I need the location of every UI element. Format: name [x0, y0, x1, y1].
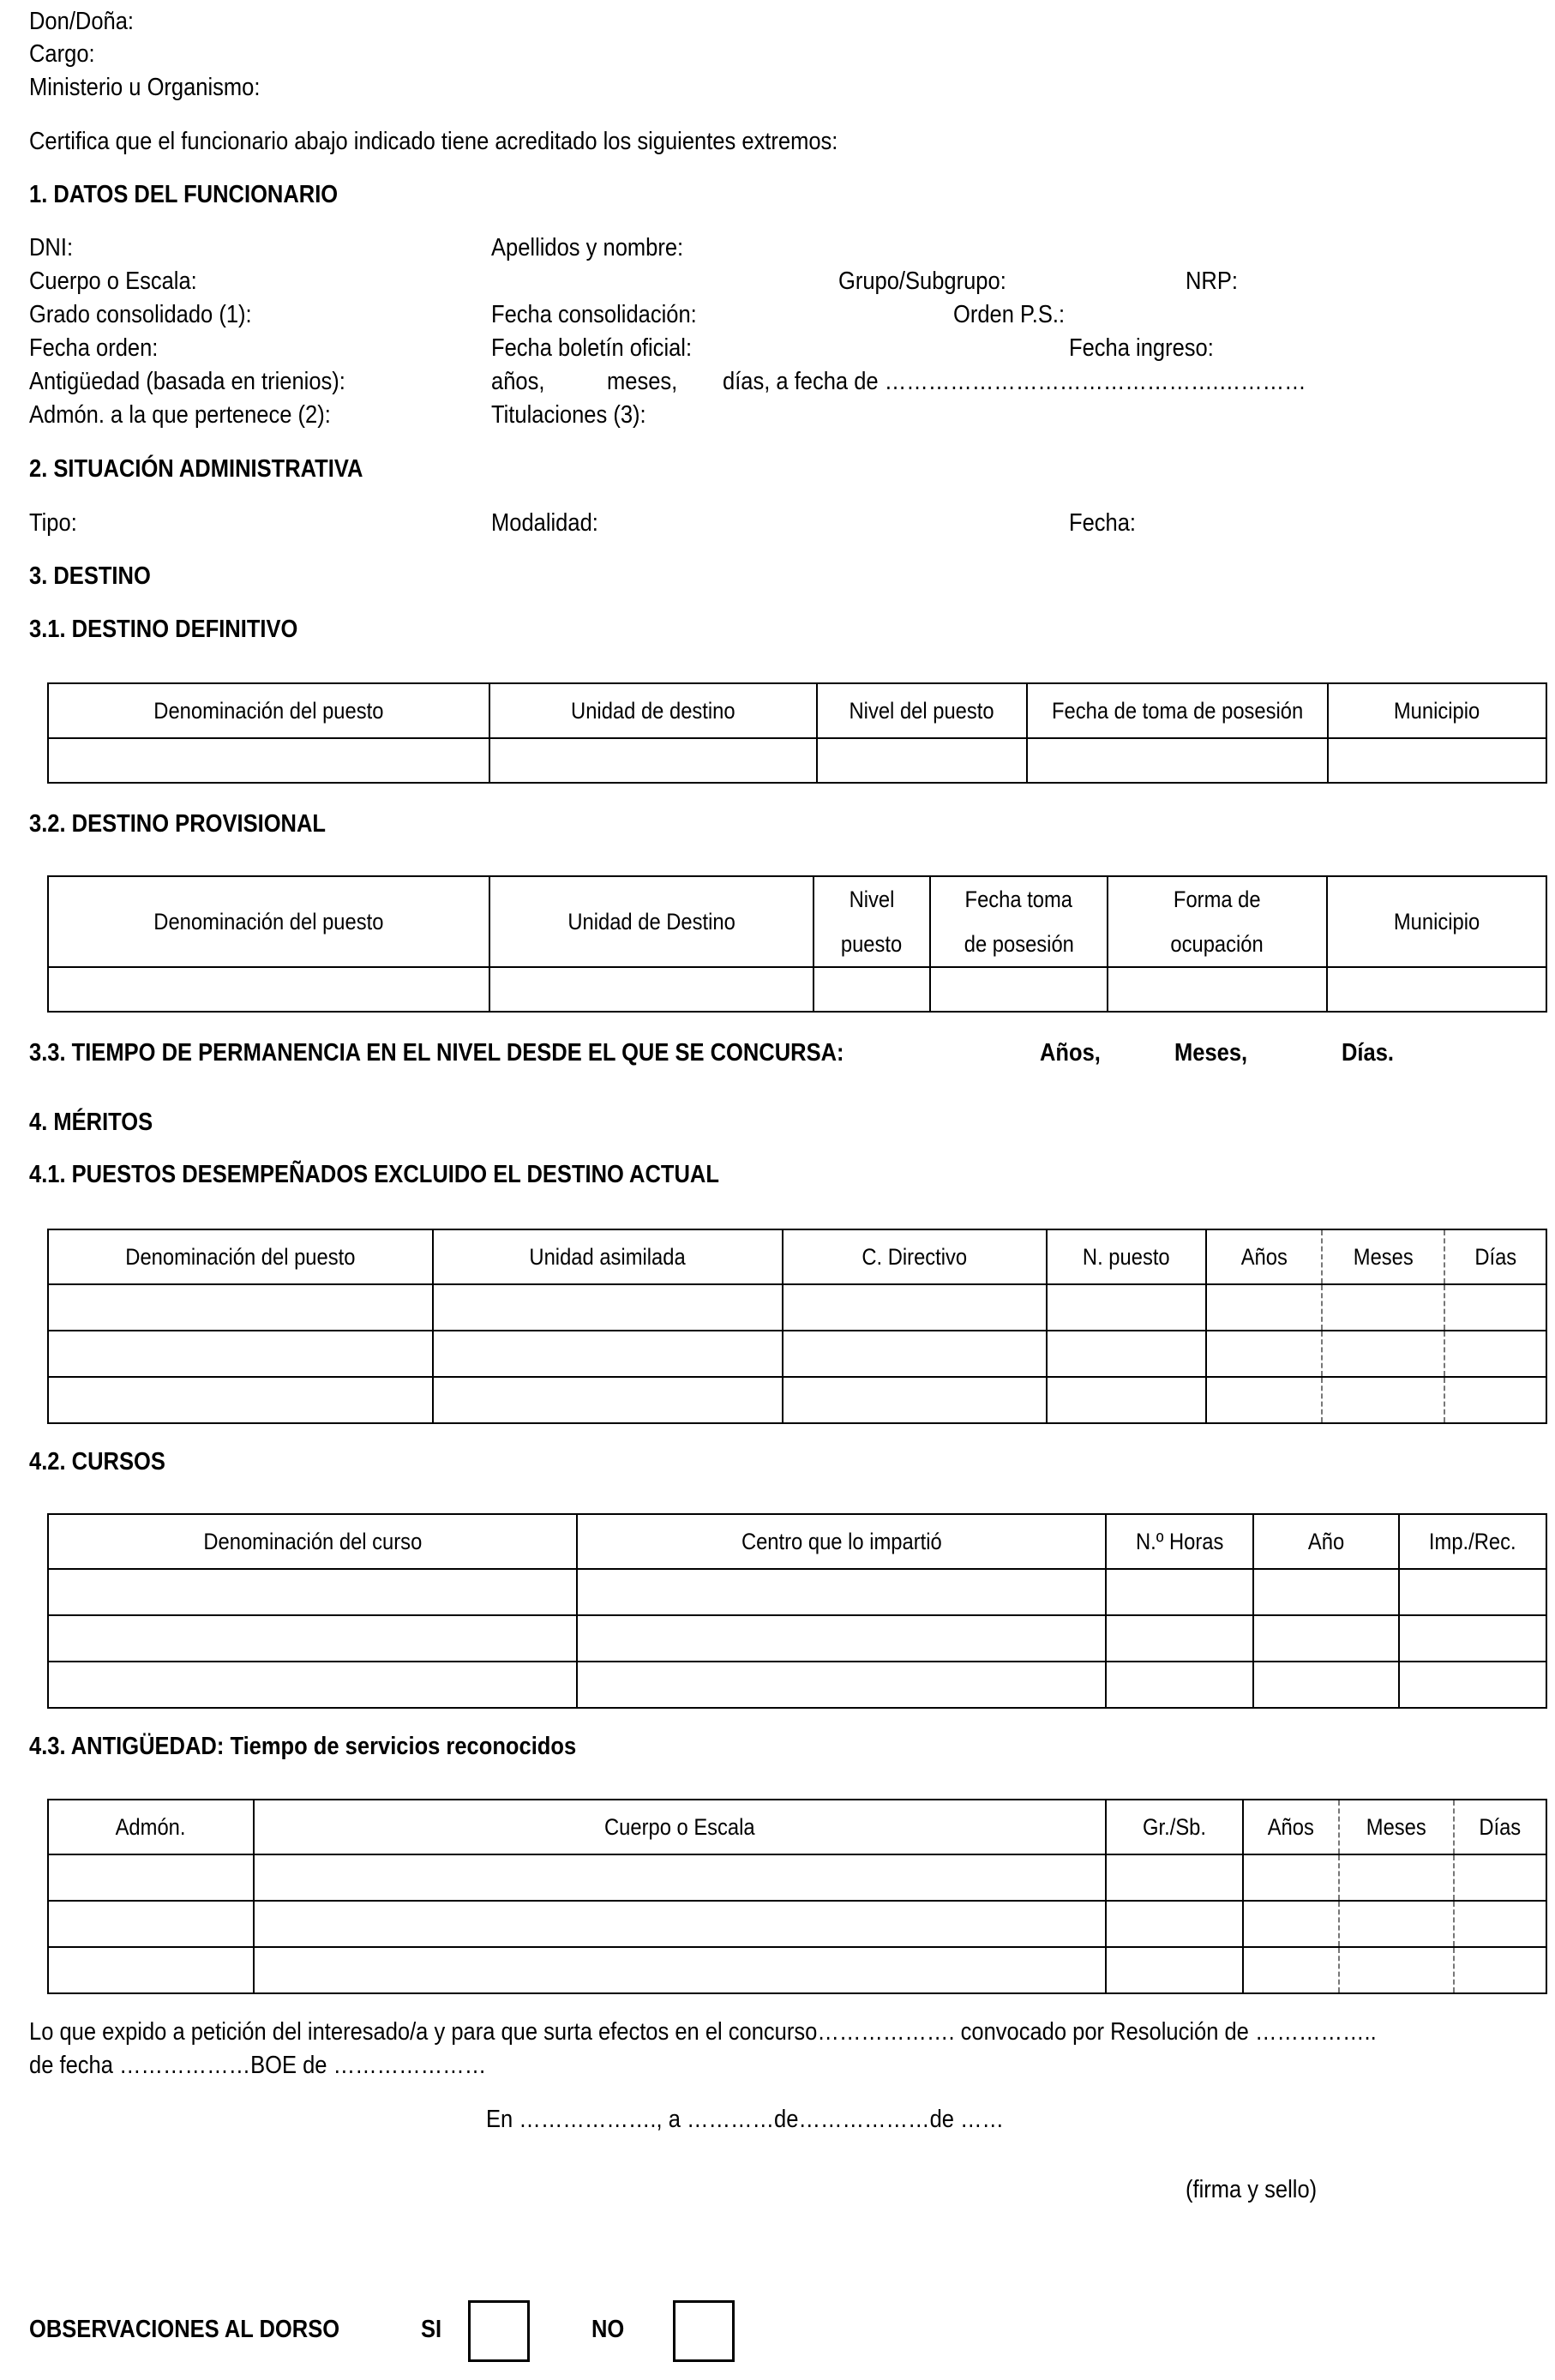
table-header-row — [48, 876, 1546, 967]
cuerpo-label: Cuerpo o Escala: — [29, 267, 197, 295]
table-row — [48, 1615, 1546, 1662]
table-row — [48, 1947, 1546, 1993]
table-cell[interactable] — [254, 1854, 1106, 1901]
expido-text: Lo que expido a petición del interesado/a y para que surta efectos en el concurso………………. convocado por Resolución de …………….. — [29, 2018, 1377, 2046]
grado-label: Grado consolidado (1): — [29, 301, 252, 328]
table-cell[interactable] — [1106, 1569, 1253, 1615]
fecha-label: Fecha: — [1069, 509, 1137, 537]
table-cell[interactable] — [783, 1284, 1047, 1331]
tipo-label: Tipo: — [29, 509, 77, 537]
table-cell[interactable] — [577, 1615, 1106, 1662]
table-cell[interactable] — [1106, 1662, 1253, 1708]
section-4-title: 4. MÉRITOS — [29, 1109, 153, 1136]
si-checkbox[interactable] — [468, 2300, 530, 2362]
table-cell[interactable] — [1253, 1615, 1399, 1662]
section-3-1-title: 3.1. DESTINO DEFINITIVO — [29, 616, 298, 643]
table-cell[interactable] — [48, 1854, 254, 1901]
section-4-3-title — [29, 1732, 576, 1761]
table-cell[interactable] — [1243, 1854, 1339, 1901]
table-cell[interactable] — [1243, 1947, 1339, 1993]
table-cell[interactable] — [489, 738, 817, 783]
antiguedad-table — [47, 1799, 1547, 1994]
header-cell: Días — [1444, 1229, 1546, 1284]
header-cell: Nivel puesto — [814, 876, 930, 967]
table-cell[interactable] — [1399, 1662, 1546, 1708]
meses-label: meses, — [607, 368, 678, 395]
table-cell[interactable] — [489, 967, 814, 1012]
table-cell[interactable] — [1454, 1947, 1546, 1993]
table-row — [48, 1662, 1546, 1708]
permanencia-meses-label: Meses, — [1174, 1039, 1248, 1067]
table-cell[interactable] — [1322, 1331, 1444, 1377]
table-cell[interactable] — [1047, 1284, 1206, 1331]
header-cell: Forma de ocupación — [1108, 876, 1327, 967]
table-row — [48, 1377, 1546, 1423]
antiguedad-label: Antigüedad (basada en trienios): — [29, 368, 345, 395]
table-cell[interactable] — [1106, 1947, 1243, 1993]
table-cell[interactable] — [48, 1901, 254, 1947]
table-cell[interactable] — [254, 1947, 1106, 1993]
header-cell: Años — [1206, 1229, 1322, 1284]
table-cell[interactable] — [48, 1947, 254, 1993]
header-cell: Unidad de destino — [489, 683, 817, 738]
table-cell[interactable] — [783, 1377, 1047, 1423]
section-4-1-title: 4.1. PUESTOS DESEMPEÑADOS EXCLUIDO EL DESTINO ACTUAL — [29, 1161, 719, 1188]
header-cell: Meses — [1322, 1229, 1444, 1284]
section-1-title: 1. DATOS DEL FUNCIONARIO — [29, 181, 339, 208]
apellidos-label: Apellidos y nombre: — [491, 234, 684, 261]
ministerio-label: Ministerio u Organismo: — [29, 74, 261, 101]
table-cell[interactable] — [1106, 1901, 1243, 1947]
table-cell[interactable] — [1322, 1284, 1444, 1331]
table-header-row — [48, 683, 1546, 738]
table-cell[interactable] — [1206, 1377, 1322, 1423]
header-cell: Denominación del curso — [48, 1514, 577, 1569]
table-row — [48, 738, 1546, 783]
table-header-row — [48, 1800, 1546, 1854]
table-cell[interactable] — [433, 1377, 783, 1423]
section-2-title: 2. SITUACIÓN ADMINISTRATIVA — [29, 455, 363, 483]
header-cell: Días — [1454, 1800, 1546, 1854]
no-checkbox[interactable] — [673, 2300, 735, 2362]
table-cell[interactable] — [1206, 1284, 1322, 1331]
table-cell[interactable] — [1339, 1901, 1454, 1947]
table-cell[interactable] — [1327, 967, 1546, 1012]
header-cell: Gr./Sb. — [1106, 1800, 1243, 1854]
table-cell[interactable] — [817, 738, 1027, 783]
header-cell: Años — [1243, 1800, 1339, 1854]
header-cell: Unidad asimilada — [433, 1229, 783, 1284]
destino-provisional-table — [47, 875, 1547, 1013]
firma-sello-label: (firma y sello) — [1186, 2176, 1318, 2203]
table-cell[interactable] — [1206, 1331, 1322, 1377]
certifica-text: Certifica que el funcionario abajo indicado tiene acreditado los siguientes extremos: — [29, 128, 838, 155]
destino-definitivo-table — [47, 682, 1547, 784]
table-row — [48, 1854, 1546, 1901]
table-cell[interactable] — [1444, 1284, 1546, 1331]
table-cell[interactable] — [1253, 1569, 1399, 1615]
permanencia-dias-label: Días. — [1342, 1039, 1395, 1067]
table-cell[interactable] — [1108, 967, 1327, 1012]
table-cell[interactable] — [1339, 1854, 1454, 1901]
modalidad-label: Modalidad: — [491, 509, 598, 537]
table-cell[interactable] — [48, 1331, 433, 1377]
nrp-label: NRP: — [1186, 267, 1238, 295]
table-cell[interactable] — [1243, 1901, 1339, 1947]
section-3-title: 3. DESTINO — [29, 562, 151, 590]
anos-label: años, — [491, 368, 545, 395]
table-cell[interactable] — [254, 1901, 1106, 1947]
table-cell[interactable] — [433, 1284, 783, 1331]
header-cell: Denominación del puesto — [48, 1229, 433, 1284]
table-cell[interactable] — [48, 967, 489, 1012]
header-cell: Denominación del puesto — [48, 876, 489, 967]
header-cell: Fecha toma de posesión — [930, 876, 1108, 967]
table-header-row — [48, 1229, 1546, 1284]
header-cell: Unidad de Destino — [489, 876, 814, 967]
table-row — [48, 967, 1546, 1012]
header-cell: Cuerpo o Escala — [254, 1800, 1106, 1854]
table-cell[interactable] — [1253, 1662, 1399, 1708]
header-cell: Denominación del puesto — [48, 683, 489, 738]
table-cell[interactable] — [1027, 738, 1328, 783]
fecha-ingreso-label: Fecha ingreso: — [1069, 334, 1214, 362]
table-row — [48, 1569, 1546, 1615]
table-cell[interactable] — [814, 967, 930, 1012]
header-cell: N.º Horas — [1106, 1514, 1253, 1569]
table-cell[interactable] — [1399, 1569, 1546, 1615]
header-cell: Centro que lo impartió — [577, 1514, 1106, 1569]
header-cell: Nivel del puesto — [817, 683, 1027, 738]
section-4-2-title: 4.2. CURSOS — [29, 1448, 165, 1475]
table-cell[interactable] — [1454, 1854, 1546, 1901]
admon-label: Admón. a la que pertenece (2): — [29, 401, 331, 429]
table-cell[interactable] — [48, 738, 489, 783]
table-cell[interactable] — [48, 1615, 577, 1662]
dias-fecha-label: días, a fecha de ……………………………………….………… — [723, 368, 1306, 395]
dni-label: DNI: — [29, 234, 74, 261]
fecha-orden-label: Fecha orden: — [29, 334, 159, 362]
don-label: Don/Doña: — [29, 8, 135, 35]
fecha-boletin-label: Fecha boletín oficial: — [491, 334, 693, 362]
table-cell[interactable] — [1047, 1377, 1206, 1423]
section-3-2-title: 3.2. DESTINO PROVISIONAL — [29, 810, 327, 838]
fecha-boe-text: de fecha ………………BOE de ………………… — [29, 2052, 487, 2079]
header-cell: Imp./Rec. — [1399, 1514, 1546, 1569]
header-cell: Año — [1253, 1514, 1399, 1569]
header-cell: Meses — [1339, 1800, 1454, 1854]
table-cell[interactable] — [1399, 1615, 1546, 1662]
cargo-label: Cargo: — [29, 40, 95, 68]
table-cell[interactable] — [433, 1331, 783, 1377]
table-cell[interactable] — [1328, 738, 1546, 783]
table-cell[interactable] — [48, 1284, 433, 1331]
header-cell: Fecha de toma de posesión — [1027, 683, 1328, 738]
table-cell[interactable] — [1339, 1947, 1454, 1993]
titulaciones-label: Titulaciones (3): — [491, 401, 646, 429]
antiguedad-subheading: Tiempo de servicios reconocidos — [230, 1733, 577, 1760]
header-cell: Admón. — [48, 1800, 254, 1854]
orden-ps-label: Orden P.S.: — [953, 301, 1066, 328]
table-cell[interactable] — [577, 1662, 1106, 1708]
section-3-3-title: 3.3. TIEMPO DE PERMANENCIA EN EL NIVEL DESDE EL QUE SE CONCURSA: — [29, 1039, 844, 1067]
table-cell[interactable] — [1454, 1901, 1546, 1947]
lugar-fecha-line: En ………………., a …………de………………de …… — [486, 2106, 1005, 2133]
header-cell: N. puesto — [1047, 1229, 1206, 1284]
table-cell[interactable] — [48, 1377, 433, 1423]
table-cell[interactable] — [783, 1331, 1047, 1377]
table-cell[interactable] — [1047, 1331, 1206, 1377]
table-cell[interactable] — [930, 967, 1108, 1012]
table-cell[interactable] — [48, 1662, 577, 1708]
table-row — [48, 1331, 1546, 1377]
observaciones-label: OBSERVACIONES AL DORSO — [29, 2316, 340, 2343]
table-cell[interactable] — [577, 1569, 1106, 1615]
table-cell[interactable] — [1444, 1331, 1546, 1377]
table-row — [48, 1901, 1546, 1947]
table-cell[interactable] — [48, 1569, 577, 1615]
fecha-consolidacion-label: Fecha consolidación: — [491, 301, 697, 328]
si-label: SI — [421, 2316, 442, 2343]
grupo-label: Grupo/Subgrupo: — [838, 267, 1006, 295]
table-cell[interactable] — [1444, 1377, 1546, 1423]
permanencia-anos-label: Años, — [1040, 1039, 1101, 1067]
table-row — [48, 1284, 1546, 1331]
antiguedad-heading: 4.3. ANTIGÜEDAD: — [29, 1733, 225, 1760]
table-cell[interactable] — [1106, 1615, 1253, 1662]
table-cell[interactable] — [1322, 1377, 1444, 1423]
header-cell: Municipio — [1328, 683, 1546, 738]
cursos-table — [47, 1513, 1547, 1709]
no-label: NO — [591, 2316, 625, 2343]
header-cell: Municipio — [1327, 876, 1546, 967]
header-cell: C. Directivo — [783, 1229, 1047, 1284]
puestos-desempenados-table — [47, 1229, 1547, 1424]
table-header-row — [48, 1514, 1546, 1569]
table-cell[interactable] — [1106, 1854, 1243, 1901]
